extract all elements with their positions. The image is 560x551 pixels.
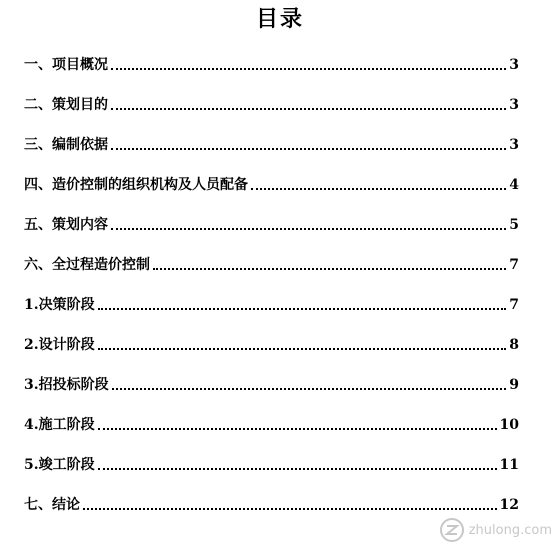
toc-list (24, 44, 519, 524)
dot-leader (98, 468, 497, 470)
toc-entry-label: 2.设计阶段 (24, 337, 95, 353)
toc-entry-label: 四、造价控制的组织机构及人员配备 (24, 177, 248, 193)
toc-entry[interactable] (24, 444, 519, 474)
toc-entry[interactable] (24, 204, 519, 234)
toc-entry-page: 4 (509, 177, 519, 193)
toc-entry-page: 5 (509, 217, 519, 233)
watermark-text: zhulong.com (468, 522, 552, 538)
toc-entry-label: 二、策划目的 (24, 97, 108, 113)
toc-entry-page: 3 (509, 137, 519, 153)
dot-leader (111, 68, 506, 70)
dot-leader (111, 228, 506, 230)
toc-entry-page: 10 (499, 417, 519, 433)
toc-entry-label: 5.竣工阶段 (24, 457, 95, 473)
toc-entry[interactable] (24, 244, 519, 274)
toc-entry-label: 3.招投标阶段 (24, 377, 109, 393)
dot-leader (251, 188, 506, 190)
toc-entry[interactable] (24, 484, 519, 514)
toc-entry[interactable] (24, 364, 519, 394)
toc-entry-page: 3 (509, 57, 519, 73)
toc-entry-page: 7 (509, 297, 519, 313)
toc-entry-page: 7 (509, 257, 519, 273)
dot-leader (153, 268, 506, 270)
toc-entry[interactable] (24, 164, 519, 194)
toc-title: 目录 (255, 7, 304, 32)
toc-entry[interactable] (24, 284, 519, 314)
dot-leader (98, 348, 506, 350)
toc-entry-page: 11 (499, 457, 519, 473)
toc-entry-page: 12 (499, 497, 519, 513)
toc-entry[interactable] (24, 44, 519, 74)
toc-entry-label: 一、项目概况 (24, 57, 108, 73)
toc-entry[interactable] (24, 124, 519, 154)
toc-entry-page: 8 (509, 337, 519, 353)
watermark (439, 517, 552, 543)
toc-entry-label: 1.决策阶段 (24, 297, 95, 313)
toc-entry-page: 9 (509, 377, 519, 393)
zhulong-logo-icon (439, 517, 465, 543)
dot-leader (98, 428, 497, 430)
dot-leader (98, 308, 506, 310)
toc-entry[interactable] (24, 324, 519, 354)
dot-leader (111, 108, 506, 110)
toc-entry[interactable] (24, 84, 519, 114)
dot-leader (83, 508, 497, 510)
toc-entry-label: 七、结论 (24, 497, 80, 513)
toc-entry-label: 六、全过程造价控制 (24, 257, 150, 273)
toc-entry-label: 4.施工阶段 (24, 417, 95, 433)
dot-leader (112, 388, 506, 390)
toc-entry-page: 3 (509, 97, 519, 113)
toc-entry-label: 三、编制依据 (24, 137, 108, 153)
toc-entry-label: 五、策划内容 (24, 217, 108, 233)
dot-leader (111, 148, 506, 150)
toc-entry[interactable] (24, 404, 519, 434)
